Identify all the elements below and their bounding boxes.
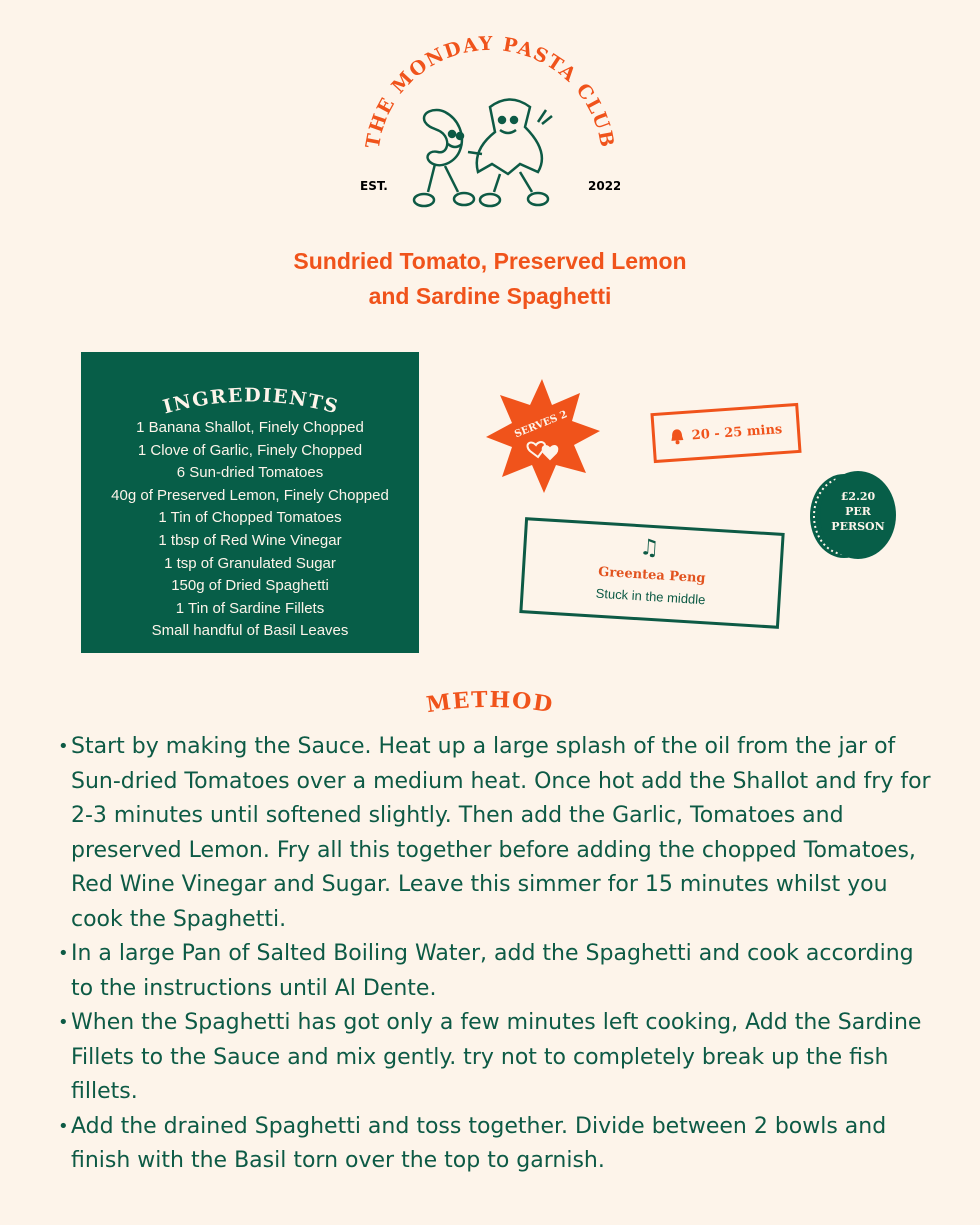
price-per: PER <box>845 505 871 518</box>
cooking-time-badge <box>650 403 801 463</box>
svg-text:THE MONDAY PASTA CLUB <box>362 33 619 150</box>
music-note-icon: ♫ <box>638 535 660 562</box>
macaroni-character-icon <box>414 110 474 206</box>
ingredient-item: 1 Tin of Chopped Tomatoes <box>158 509 342 527</box>
method-step: • Add the drained Spaghetti and toss together. Divide between 2 bowls and finish with the Basil torn over the top to garnish. <box>58 1110 938 1179</box>
ingredients-list <box>81 417 419 643</box>
ingredient-item: 150g of Dried Spaghetti <box>171 577 329 595</box>
est-year: 2022 <box>588 179 620 193</box>
method-step: • When the Spaghetti has got only a few minutes left cooking, Add the Sardine Fillets to the Sauce and mix gently. try not to completely break up the fish fillets. <box>58 1006 938 1110</box>
serves-label: SERVES 2 <box>513 409 570 441</box>
est-label: EST. <box>360 179 388 193</box>
price-amount: £2.20 <box>840 490 876 503</box>
ingredient-item: 1 tbsp of Red Wine Vinegar <box>158 531 342 549</box>
method-step: • Start by making the Sauce. Heat up a large splash of the oil from the jar of Sun-dried Tomatoes over a medium heat. Once hot add the Shallot and fry for 2-3 minutes until softened slightly. Then add the Garlic, Tomatoes and preserved Lemon. Fry all this together before adding the chopped Tomatoes, Red Wine Vinegar and Sugar. Leave this simmer for 15 minutes whilst you cook the Spaghetti. <box>58 730 938 937</box>
method-steps <box>58 730 938 1179</box>
recipe-title <box>0 244 980 314</box>
recipe-title-line-1: Sundried Tomato, Preserved Lemon <box>293 248 687 274</box>
ingredient-item: 1 Clove of Garlic, Finely Chopped <box>137 441 363 459</box>
price-person: PERSON <box>831 520 885 533</box>
club-logo <box>360 32 620 232</box>
ingredient-item: 40g of Preserved Lemon, Finely Chopped <box>111 486 389 504</box>
ingredient-item: 1 Tin of Sardine Fillets <box>175 599 325 617</box>
ingredient-item: 6 Sun-dried Tomatoes <box>176 464 324 482</box>
music-pairing-card <box>519 517 784 629</box>
ingredients-heading <box>141 370 361 420</box>
music-artist: Greentea Peng <box>597 564 706 587</box>
music-song: Stuck in the middle <box>595 585 706 608</box>
price-badge <box>806 470 898 560</box>
method-heading <box>400 680 580 720</box>
ingredient-item: Small handful of Basil Leaves <box>151 622 349 640</box>
cooking-time: 20 - 25 mins <box>691 421 783 443</box>
farfalle-character-icon <box>468 100 552 207</box>
svg-text:INGREDIENTS: INGREDIENTS <box>160 384 342 419</box>
svg-text:METHOD: METHOD <box>424 686 556 719</box>
starburst-icon <box>486 379 600 493</box>
ingredients-panel <box>81 352 419 653</box>
ingredient-item: 1 Banana Shallot, Finely Chopped <box>136 419 364 436</box>
club-name-arc: THE MONDAY PASTA CLUB <box>361 32 619 151</box>
recipe-title-line-2: and Sardine Spaghetti <box>368 283 612 309</box>
bell-icon <box>669 428 684 445</box>
method-step: • In a large Pan of Salted Boiling Water, add the Spaghetti and cook according to the instructions until Al Dente. <box>58 937 938 1006</box>
ingredient-item: 1 tsp of Granulated Sugar <box>164 554 336 572</box>
serves-badge <box>482 375 602 495</box>
